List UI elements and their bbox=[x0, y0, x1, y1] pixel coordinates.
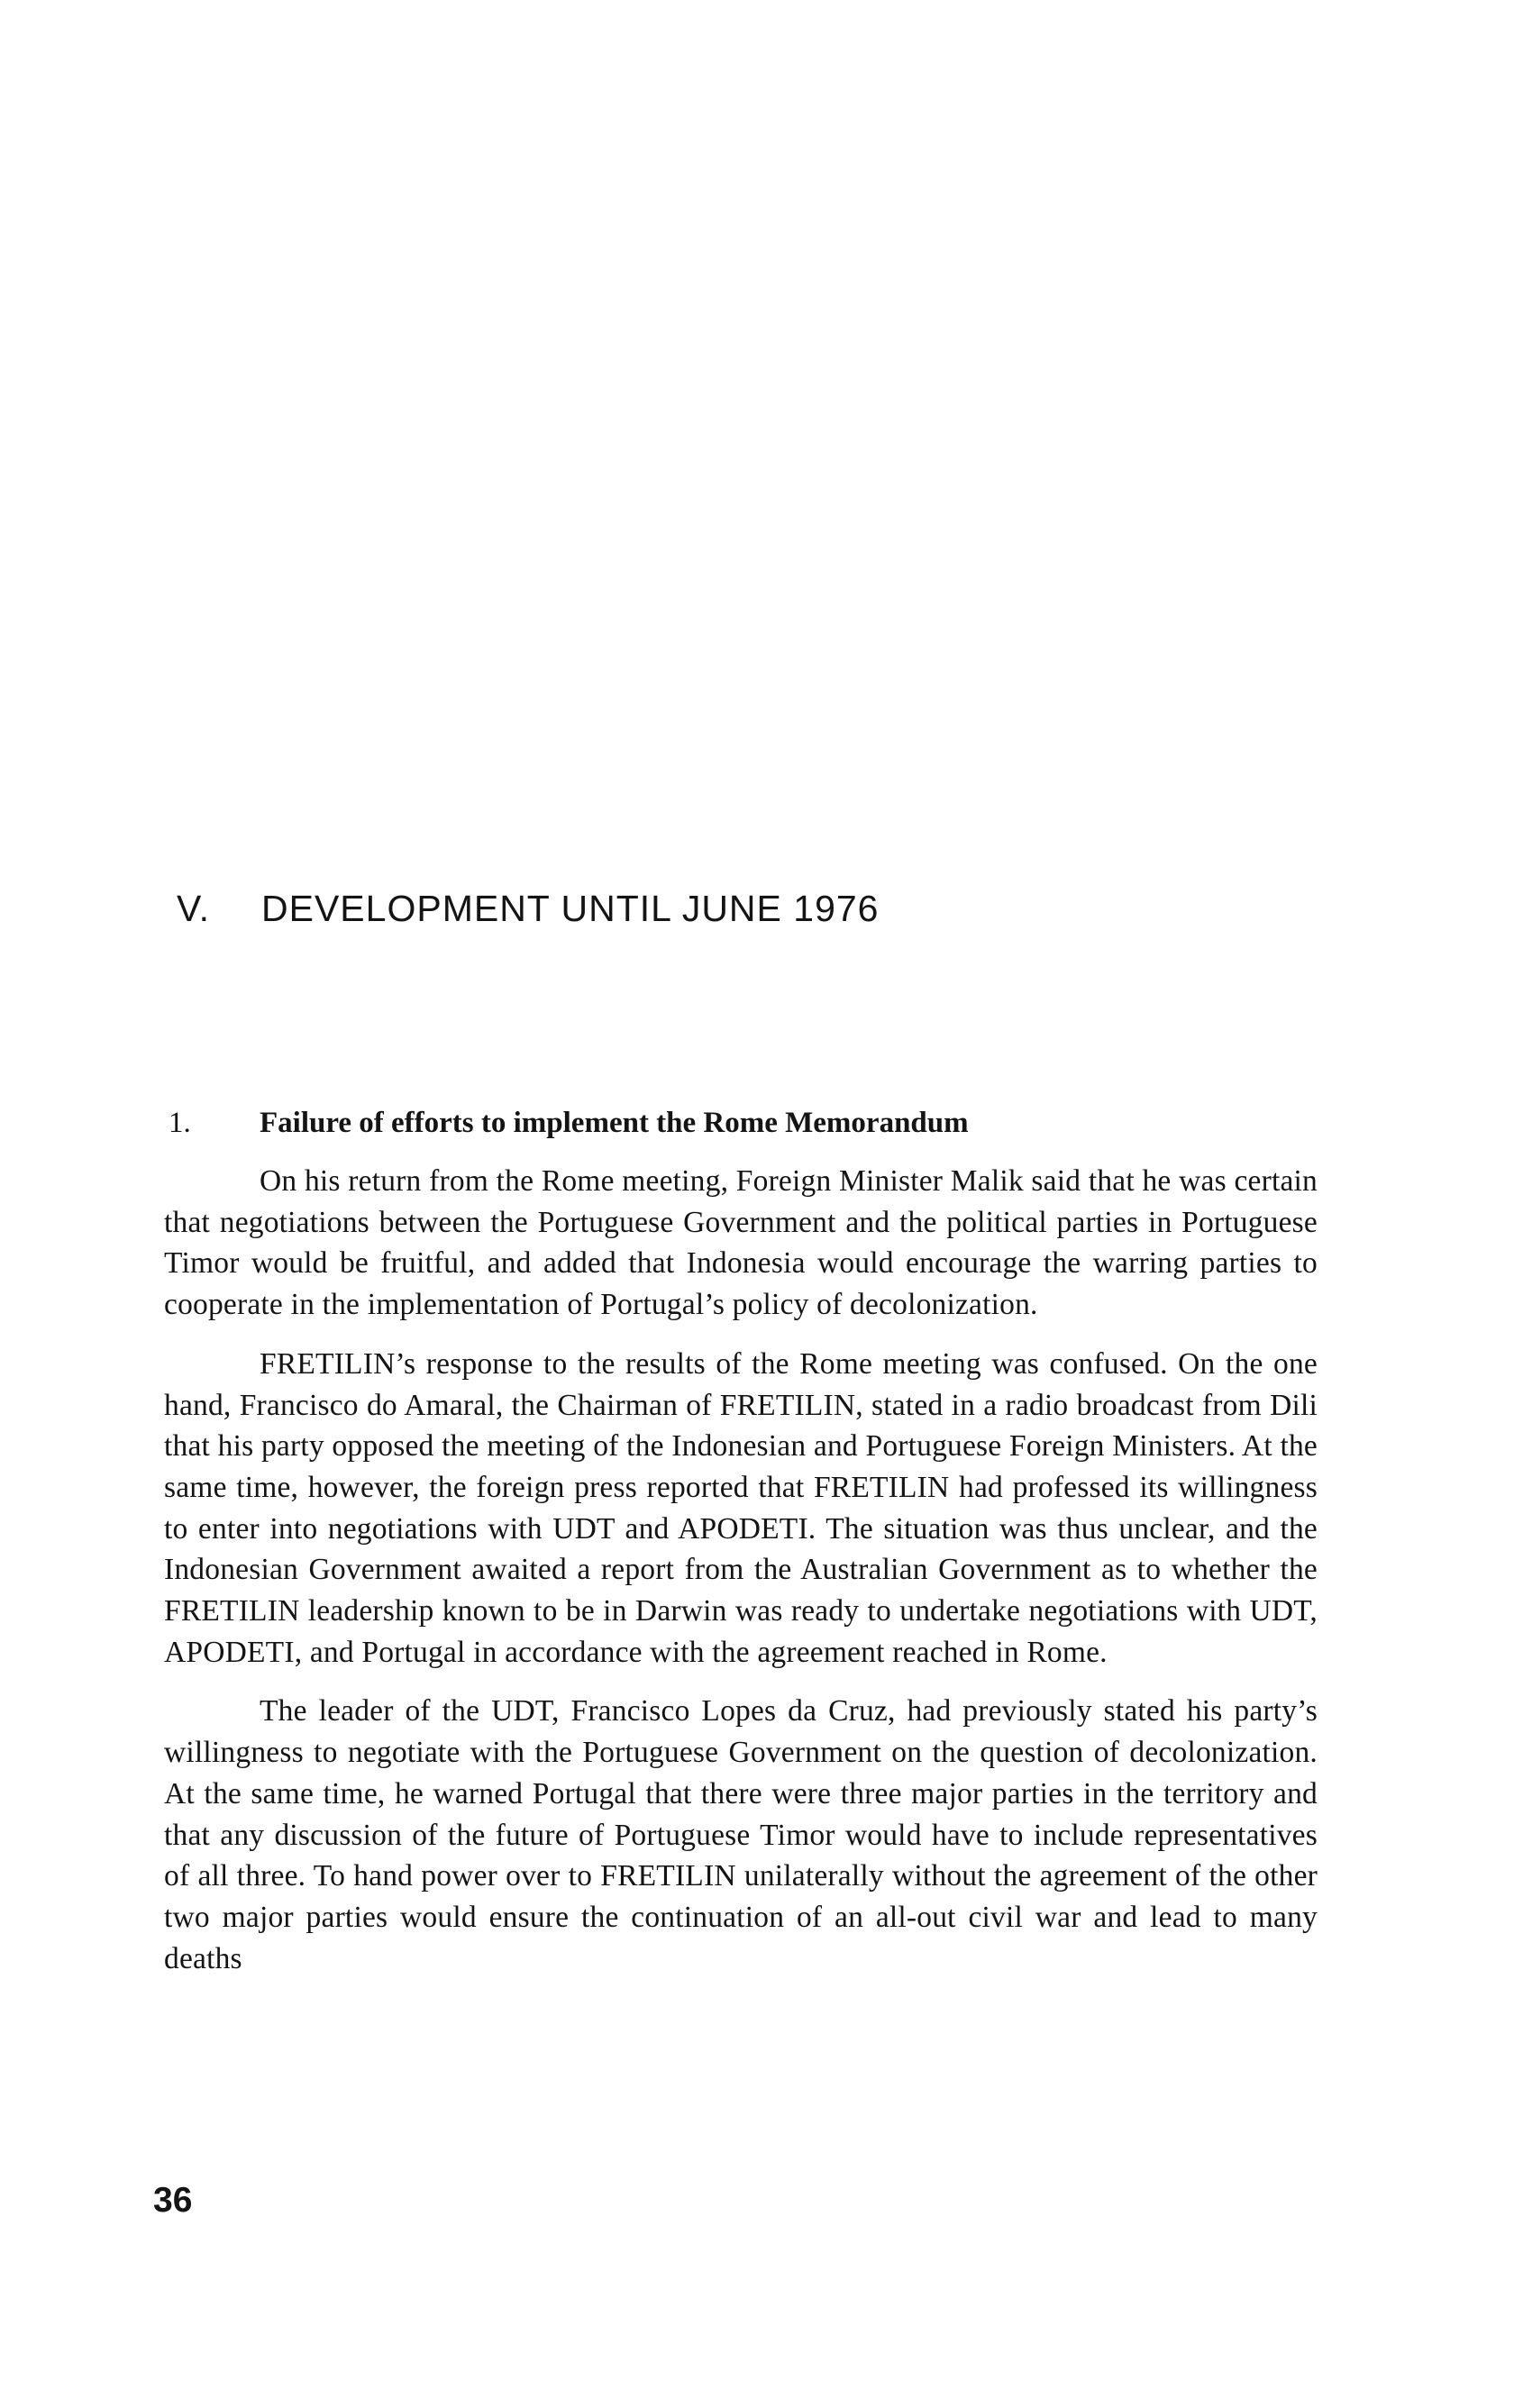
chapter-title-text: DEVELOPMENT UNTIL JUNE 1976 bbox=[261, 888, 880, 929]
page-number: 36 bbox=[153, 2181, 193, 2220]
paragraph-1: On his return from the Rome meeting, Foreign Minister Malik said that he was certain that negotiations between the Portuguese Government and the political parties in Portuguese Timor would be fruitful, and added that Indonesia would encourage the warring parties to cooperate in the implementation of Portugal’s policy of decolonization. bbox=[164, 1164, 1318, 1322]
section-heading bbox=[169, 1107, 969, 1140]
section-number: 1. bbox=[169, 1107, 191, 1139]
paragraph-2: FRETILIN’s response to the results of the Rome meeting was confused. On the one hand, Francisco do Amaral, the Chairman of FRETILIN, stated in a radio broadcast from Dili that his party opposed the meeting of the Indonesian and Portuguese Foreign Ministers. At the same time, however, the foreign press reported that FRETILIN had professed its willingness to enter into negotiations with UDT and APODETI. The situation was thus unclear, and the Indonesian Government awaited a report from the Australian Government as to whether the FRETILIN leadership known to be in Darwin was ready to undertake negotiations with UDT, APODETI, and Portugal in accordance with the agreement reached in Rome. bbox=[164, 1346, 1318, 1669]
chapter-title bbox=[177, 888, 879, 930]
body-text bbox=[164, 1161, 1318, 1997]
section-title: Failure of efforts to implement the Rome Memorandum bbox=[260, 1107, 969, 1139]
chapter-number: V. bbox=[177, 888, 210, 929]
paragraph-3: The leader of the UDT, Francisco Lopes da Cruz, had previously stated his party’s willingness to negotiate with the Portuguese Government on the question of decolonization. At the same time, he warned Portugal that there were three major parties in the territory and that any discussion of the future of Portuguese Timor would have to include representatives of all three. To hand power over to FRETILIN unilaterally without the agreement of the other two major parties would ensure the continuation of an all-out civil war and lead to many deaths bbox=[164, 1694, 1318, 1975]
